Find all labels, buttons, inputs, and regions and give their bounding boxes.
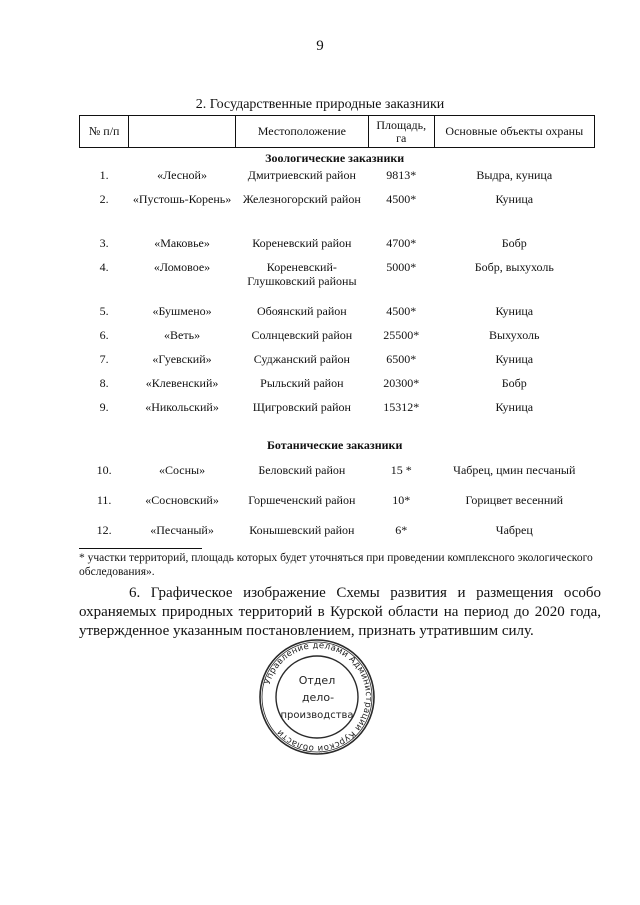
header-area: Площадь, га — [368, 116, 434, 148]
row-objects: Куница — [495, 304, 534, 318]
row-location: Беловский район — [258, 463, 346, 477]
row-location: Суджанский район — [253, 352, 350, 366]
page-number: 9 — [316, 38, 324, 54]
row-objects: Чабрец — [495, 523, 533, 537]
stamp-line-1: Отдел — [298, 674, 336, 687]
row-num: 4. — [99, 260, 109, 274]
table-row — [80, 304, 595, 328]
row-location: Обоянский район — [257, 304, 347, 318]
row-area: 25500* — [383, 328, 420, 342]
table-row — [80, 328, 595, 352]
row-name: «Сосны» — [158, 463, 206, 477]
section-title: 2. Государственные природные заказники — [195, 97, 445, 112]
row-area: 4500* — [386, 304, 417, 318]
row-num: 11. — [96, 493, 112, 507]
table-row — [80, 463, 595, 493]
row-num: 5. — [99, 304, 109, 318]
row-location: Солнцевский район — [251, 328, 353, 342]
row-location: Горшеченский район — [248, 493, 356, 507]
row-area: 6* — [395, 523, 408, 537]
group-title-zoological: Зоологические заказники — [265, 151, 405, 165]
table-row — [80, 352, 595, 376]
row-name: «Клевенский» — [145, 376, 219, 390]
row-objects: Выхухоль — [489, 328, 540, 342]
row-objects: Горицвет весенний — [465, 493, 564, 507]
reserves-table — [79, 115, 595, 553]
table-row — [80, 376, 595, 400]
table-row — [80, 400, 595, 424]
row-name: «Лесной» — [157, 168, 207, 182]
table-header-row — [80, 116, 595, 148]
stamp-line-2: дело- — [301, 691, 335, 704]
table-row — [80, 493, 595, 523]
row-name: «Гуевский» — [152, 352, 212, 366]
row-area: 10* — [392, 493, 411, 507]
row-name: «Веть» — [164, 328, 201, 342]
table-row — [80, 260, 595, 304]
row-num: 9. — [99, 400, 109, 414]
group-row-zoological — [80, 148, 595, 167]
stamp-ring-text: Управление делами Администрации Курской области — [262, 640, 374, 754]
row-area: 6500* — [386, 352, 417, 366]
table-row — [80, 236, 595, 260]
row-num: 8. — [99, 376, 109, 390]
table-row — [80, 166, 595, 192]
group-row-botanical — [80, 424, 595, 463]
row-objects: Куница — [495, 192, 534, 206]
row-objects: Куница — [495, 400, 534, 414]
row-name: «Никольский» — [145, 400, 219, 414]
stamp-line-3: производства — [280, 710, 354, 721]
row-objects: Выдра, куница — [476, 168, 553, 182]
table-row — [80, 192, 595, 236]
header-objects: Основные объекты охраны — [434, 116, 594, 148]
office-stamp — [258, 638, 376, 756]
row-num: 3. — [99, 236, 109, 250]
header-num: № п/п — [80, 116, 129, 148]
row-objects: Чабрец, цмин песчаный — [453, 463, 576, 477]
row-area: 15312* — [383, 400, 420, 414]
row-area: 4500* — [386, 192, 417, 206]
row-name: «Ломовое» — [153, 260, 211, 274]
row-objects: Бобр — [501, 236, 527, 250]
row-location: Щигровский район — [252, 400, 351, 414]
footnote-divider — [79, 548, 202, 549]
footnote: * участки территорий, площадь которых будет уточняться при проведении комплексного экологического обследования». — [79, 552, 593, 578]
row-area: 20300* — [383, 376, 420, 390]
row-num: 10. — [96, 463, 112, 477]
row-name: «Бушмено» — [152, 304, 212, 318]
row-num: 12. — [96, 523, 112, 537]
header-name — [129, 116, 235, 148]
row-name: «Маковье» — [154, 236, 210, 250]
row-num: 2. — [99, 192, 109, 206]
row-location: Кореневский район — [252, 236, 352, 250]
row-area: 5000* — [386, 260, 417, 274]
row-num: 7. — [99, 352, 109, 366]
row-name: «Пустошь-Корень» — [132, 192, 232, 206]
row-objects: Бобр — [501, 376, 527, 390]
row-location: Конышевский район — [249, 523, 355, 537]
header-location: Местоположение — [235, 116, 368, 148]
row-name: «Песчаный» — [150, 523, 214, 537]
row-location: Дмитриевский район — [247, 168, 356, 182]
row-objects: Куница — [495, 352, 534, 366]
group-title-botanical: Ботанические заказники — [266, 438, 403, 452]
row-location: Кореневский-Глушковский районы — [247, 260, 357, 288]
row-location: Рыльский район — [260, 376, 344, 390]
row-area: 9813* — [386, 168, 417, 182]
row-area: 4700* — [386, 236, 417, 250]
body-paragraph: 6. Графическое изображение Схемы развития и размещения особо охраняемых природных территорий в Курской области на период до 2020 года, утвержденное указанным постановлением, признать утратившим силу. — [79, 585, 601, 639]
row-area: 15 * — [390, 463, 412, 477]
row-num: 1. — [99, 168, 109, 182]
row-location: Железногорский район — [242, 192, 361, 206]
row-name: «Сосновский» — [145, 493, 219, 507]
row-num: 6. — [99, 328, 109, 342]
row-objects: Бобр, выхухоль — [474, 260, 554, 274]
